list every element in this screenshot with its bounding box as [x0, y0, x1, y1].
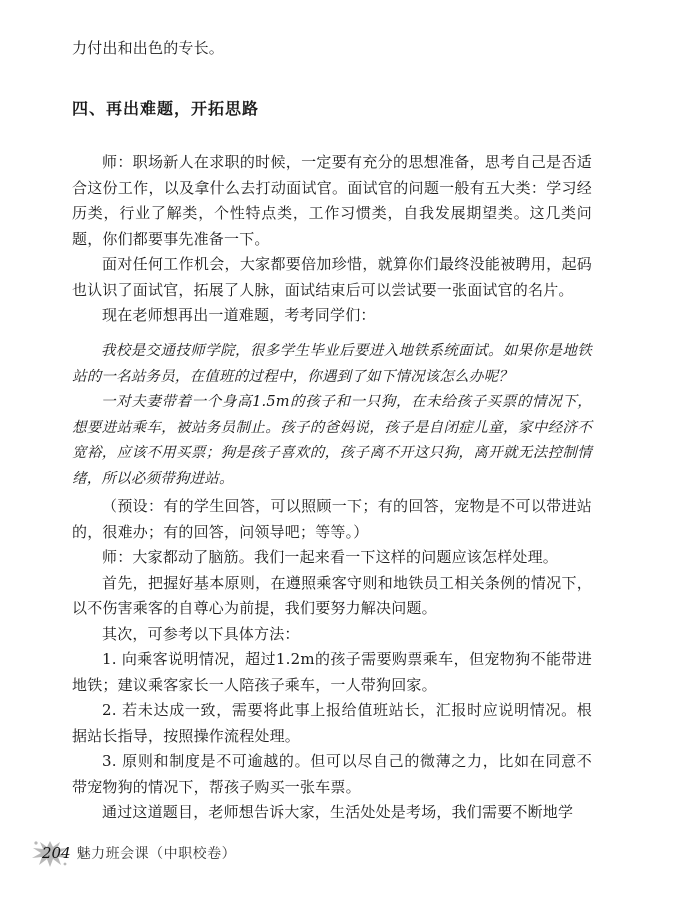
- section-heading: 四、再出难题，开拓思路: [72, 99, 260, 118]
- paragraph-second-methods: 其次，可参考以下具体方法：: [102, 624, 300, 643]
- paragraph-method-2: 2. 若未达成一致，需要将此事上报给值班站长，汇报时应说明情况。根据站长指导，按照操作流程处理。: [72, 701, 592, 745]
- paragraph-first-principle: 首先，把握好基本原则，在遵照乘客守则和地铁员工相关条例的情况下，以不伤害乘客的自尊心为前提，我们要努力解决问题。: [72, 573, 592, 617]
- paragraph-method-1: 1. 向乘客说明情况，超过1.2m的孩子需要购票乘车，但宠物狗不能带进地铁；建议乘客家长一人陪孩子乘车，一人带狗回家。: [72, 650, 592, 694]
- continuation-line: 力付出和出色的专长。: [72, 39, 225, 57]
- top-continuation-block: [72, 36, 592, 62]
- running-title: 魅力班会课（中职校卷）: [76, 846, 237, 862]
- page-footer: [28, 838, 236, 868]
- paragraph-interview-prep: 师：职场新人在求职的时候，一定要有充分的思想准备，思考自己是否适合这份工作，以及拿什么去打动面试官。面试官的问题一般有五大类：学习经历类，行业了解类，个性特点类，工作习惯类，自我发展期望类。这几类问题，你们都要事先准备一下。: [72, 153, 592, 248]
- paragraph-teacher-summary: 师：大家都动了脑筋。我们一起来看一下这样的问题应该怎样处理。: [102, 548, 559, 566]
- case-paragraph-intro: 我校是交通技师学院，很多学生毕业后要进入地铁系统面试。如果你是地铁站的一名站务员，在值班的过程中，你遇到了如下情况该怎么办呢？: [72, 343, 592, 385]
- paragraph-conclusion: 通过这道题目，老师想告诉大家，生活处处是考场，我们需要不断地学: [102, 803, 574, 821]
- paragraph-presumed-answers: （预设：有的学生回答，可以照顾一下；有的回答，宠物是不可以带进站的，很难办；有的回答，问领导吧；等等。）: [72, 497, 592, 541]
- paragraph-cherish-opportunity: 面对任何工作机会，大家都要倍加珍惜，就算你们最终没能被聘用，起码也认识了面试官，拓展了人脉，面试结束后可以尝试要一张面试官的名片。: [72, 255, 592, 299]
- body-block-b: [72, 494, 592, 826]
- body-block-a: [72, 150, 592, 329]
- case-block: [72, 339, 592, 492]
- paragraph-new-question: 现在老师想再出一道难题，考考同学们：: [102, 306, 376, 324]
- case-paragraph-scenario: 一对夫妻带着一个身高1.5m的孩子和一只狗，在未给孩子买票的情况下，想要进站乘车，被站务员制止。孩子的爸妈说，孩子是自闭症儿童，家中经济不宽裕，应该不用买票；狗是孩子喜欢的，孩子离不开这只狗，离开就无法控制情绪，所以必须带狗进站。: [72, 394, 592, 487]
- paragraph-method-3: 3. 原则和制度是不可逾越的。但可以尽自己的微薄之力，比如在同意不带宠物狗的情况下，帮孩子购买一张车票。: [72, 752, 592, 796]
- page-number: 204: [42, 844, 71, 862]
